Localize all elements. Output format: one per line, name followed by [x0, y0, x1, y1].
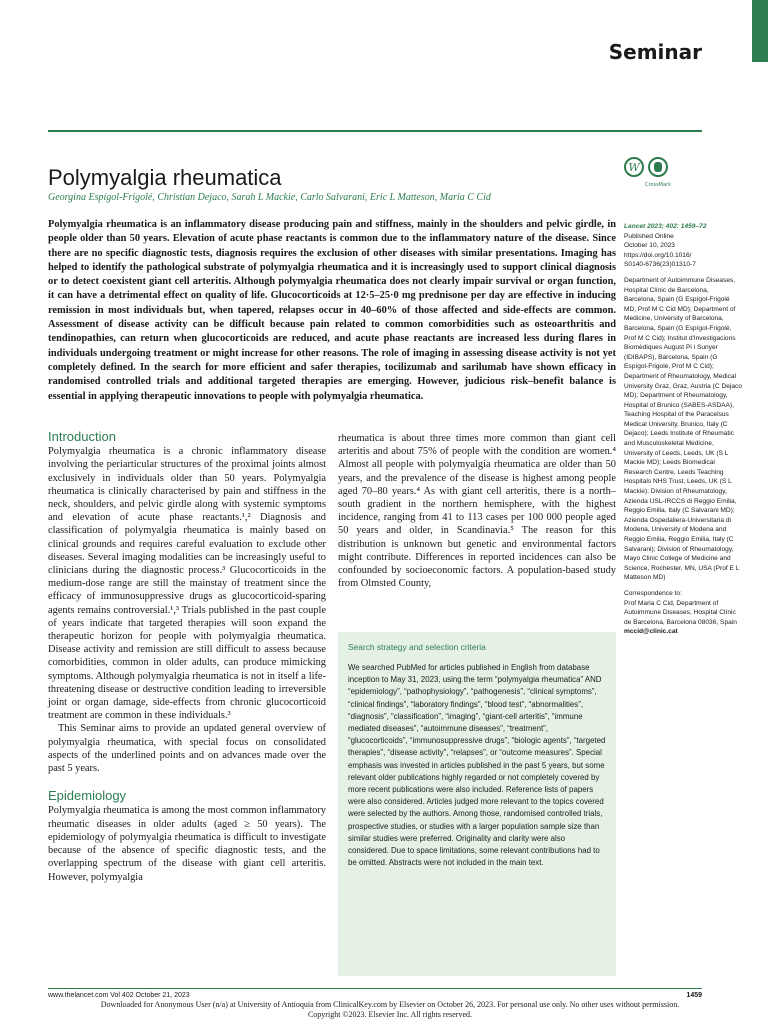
download-notice: Downloaded for Anonymous User (n/a) at University of Antioquia from ClinicalKey.com by Elsevier on October 26, 2023. For personal use only. No other uses without permission. Copyright ©2023. Elsevier Inc. All rights reserved. [100, 1000, 680, 1019]
body-paragraph: Polymyalgia rheumatica is a chronic inflammatory disease involving the periarticular structures of the proximal joints almost exclusively in individuals older than 50 years. Polymyalgia rheumatica is clinically characterised by pain and stiffness in the neck, shoulders, and pelvic girdle along with systemic symptoms and elevation of acute phase reactants.¹,² Diagnosis and classification of polymyalgia rheumatica is mainly based on clinical grounds and requires careful evaluation to exclude other diseases. Several imaging modalities can be increasingly useful to clinicians during the diagnostic process.³ Glucocorticoids in the medium-dose range are still the mainstay of treatment since the efficacy of immunosuppressive drugs as glucocorticoid-sparing agents remains controversial.¹,³ Trials published in the past couple of years indicate that targeted therapies will soon expand the therapeutic horizon for people with polymyalgia rheumatica. Disease activity and remission are still difficult to assess because comorbidities, common in older adults, can produce mimicking symptoms. Although polymyalgia rheumatica is not in itself a life-threatening disease or destructive condition leading to irreversible joint or organ damage, side-effects from chronic glucocorticoid treatment are common in these individuals.³ [48, 446, 326, 722]
footer-rule [48, 988, 702, 989]
body-paragraph: This Seminar aims to provide an updated general overview of polymyalgia rheumatica, with special focus on consolidated aspects of the underlined points and on advances made over the past 5 years. [48, 723, 326, 775]
svg-text:CrossMark: CrossMark [644, 182, 672, 188]
header-rule [48, 130, 702, 132]
footer-journal-info[interactable]: www.thelancet.com Vol 402 October 21, 2023 [48, 992, 190, 999]
body-column-right [338, 432, 616, 590]
journal-citation: Lancet 2023; 402: 1459–72 [624, 223, 707, 230]
doi-link[interactable]: https://doi.org/10.1016/ [624, 251, 692, 259]
badge-group [624, 156, 674, 190]
section-label: Seminar [608, 40, 702, 64]
search-strategy-panel [338, 632, 616, 976]
correspondence-email[interactable]: mccid@clinic.cat [624, 628, 678, 636]
article-sidebar [624, 222, 742, 643]
correspondence-address: Prof Maria C Cid, Department of Autoimmune Diseases, Hospital Clínic de Barcelona, Barcelona 08036, Spain [624, 599, 737, 626]
published-date: October 10, 2023 [624, 242, 675, 250]
body-paragraph: rheumatica is about three times more common than giant cell arteritis and about 75% of people with the condition are women.⁴ Almost all people with polymyalgia rheumatica are older than 50 years, and the prevalence of the disease is highest among people aged 70–80 years.⁴ As with giant cell arteritis, there is a north–south gradient in the northern hemisphere, with the highest incidence, ranging from 41 to 113 cases per 100 000 people aged 50 years and older, in Scandinavia.⁵ The reason for this distribution is unknown but genetic and environmental factors might contribute. Differences in reported incidences can also be confounded by socioeconomic factors. A population-based study from Olmsted County, [338, 433, 616, 590]
section-heading-epidemiology: Epidemiology [48, 788, 127, 804]
doi-link-cont[interactable]: S0140-6736(23)01310-7 [624, 261, 696, 269]
panel-heading: Search strategy and selection criteria [348, 642, 486, 652]
affiliations: Department of Autoimmune Diseases, Hospital Clínic de Barcelona, Barcelona, Spain (G Espígol-Frigolé MD, Prof M C Cid MD); Department of Medicine, University of Barcelona, Barcelona, Spain (G Espígol-Frigolé, Prof M C Cid); Institut d'Investigacions Biomèdiques August Pi i Sunyer (IDIBAPS), Barcelona, Spain (G Espígol-Frigolé, Prof M C Cid); Department of Rheumatology, Medical University Graz, Graz, Austria (C Dejaco MD); Department of Rheumatology, Hospital of Brunico (SABES-ASDAA), Teaching Hospital of the Paracelsus Medical University, Brunico, Italy (C Dejaco); Leeds Institute of Rheumatic and Musculoskeletal Medicine, University of Leeds, Leeds, UK (S L Mackie MD); Leeds Biomedical Research Centre, Leeds Teaching Hospitals NHS Trust, Leeds, UK (S L Mackie); Division of Rheumatology, Azienda USL-IRCCS di Reggio Emilia, Reggio Emilia, Italy (C Salvarani MD); Azienda Ospedaliera-Universitaria di Modena, University of Modena and Reggio Emilia, Reggio Emilia, Italy (C Salvarani); Division of Rheumatology, Mayo Clinic College of Medicine and Science, Rochester, MN, USA (Prof E L Matteson MD) [624, 276, 742, 582]
crossmark-icon[interactable] [624, 156, 674, 190]
svg-text:W: W [628, 161, 640, 174]
page-number: 1459 [686, 992, 702, 999]
body-column-left [48, 430, 326, 884]
body-paragraph: Polymyalgia rheumatica is among the most common inflammatory rheumatic diseases in older adults (aged ≥ 50 years). The epidemiology of polymyalgia rheumatica is difficult to investigate because of the absence of specific diagnostic tests, and the overlapping spectrum of the disease with giant cell arteritis. However, polymyalgia [48, 805, 326, 883]
author-list[interactable]: Georgina Espígol-Frigolé, Christian Dejaco, Sarah L Mackie, Carlo Salvarani, Eric L Matteson, Maria C Cid [48, 192, 491, 203]
published-label: Published Online [624, 232, 674, 240]
section-heading-introduction: Introduction [48, 429, 116, 444]
section-color-tab [752, 0, 768, 62]
article-summary: Polymyalgia rheumatica is an inflammatory disease producing pain and stiffness, mainly in the shoulders and pelvic girdle, in people older than 50 years. Elevation of acute phase reactants is common due to the inflammatory nature of the disease. Since there are no specific diagnostic tests, diagnosis requires the exclusion of other diseases with similar presentations. Imaging has helped to identify the pathological substrate of polymyalgia rheumatica and it is increasingly used to support clinical diagnosis or to detect coexistent giant cell arteritis. Although polymyalgia rheumatica does not clearly impair survival or organ function, it can have a detrimental effect on quality of life. Glucocorticoids at 12·5–25·0 mg prednisone per day are effective in inducing remission in most individuals but, when tapered, relapses occur in 40–60% of those affected and side-effects are common. Assessment of disease activity can be difficult because pain related to common comorbidities such as osteoarthritis and tendinopathies, can return when glucocorticoids are reduced, and acute phase reactants are increased less during flares in individuals undergoing treatment or might increase for other reasons. The role of imaging in assessing disease activity is not yet completely defined. In the search for more efficient and safer therapies, tocilizumab and sarilumab have shown efficacy in randomised controlled trials and additional targeted therapies are emerging. However, judicious risk–benefit balance is essential in applying therapeutic innovations to people with polymyalgia rheumatica. [48, 219, 616, 402]
correspondence-label: Correspondence to: [624, 589, 682, 597]
panel-text: We searched PubMed for articles published in English from database inception to May 31, 2023, using the term “polymyalgia rheumatica” AND “epidemiology”, “pathophysiology”, “pathogenesis”, “clinical symptoms”, “clinical findings”, “laboratory findings”, “blood test”, “abnormalities”, “diagnosis”, “classification”, “imaging”, “giant-cell arteritis”, “immune mediated diseases”, “autoimmune diseases”, “treatment”, “glucocorticoids”, “immunosuppressive drugs”, “biologic agents”, “targeted therapies”, “disease activity”, “relapses”, or “outcome measures”. Special emphasis was invested in articles published in the past 5 years, but some relevant older publications highly regarded or not completely covered by more recent publications were also included. Reference lists of papers were also considered. Articles judged more relevant to the topics covered were selected by the authors. Among those, randomised controlled trials, prospective studies, or studies with a larger population sample size than similar studies were preferred. Originality and clarity were also considered. Due to space limitations, some relevant contributions had to be omitted. Abstracts were not included in the main text. [348, 663, 606, 868]
article-title: Polymyalgia rheumatica [48, 164, 282, 190]
